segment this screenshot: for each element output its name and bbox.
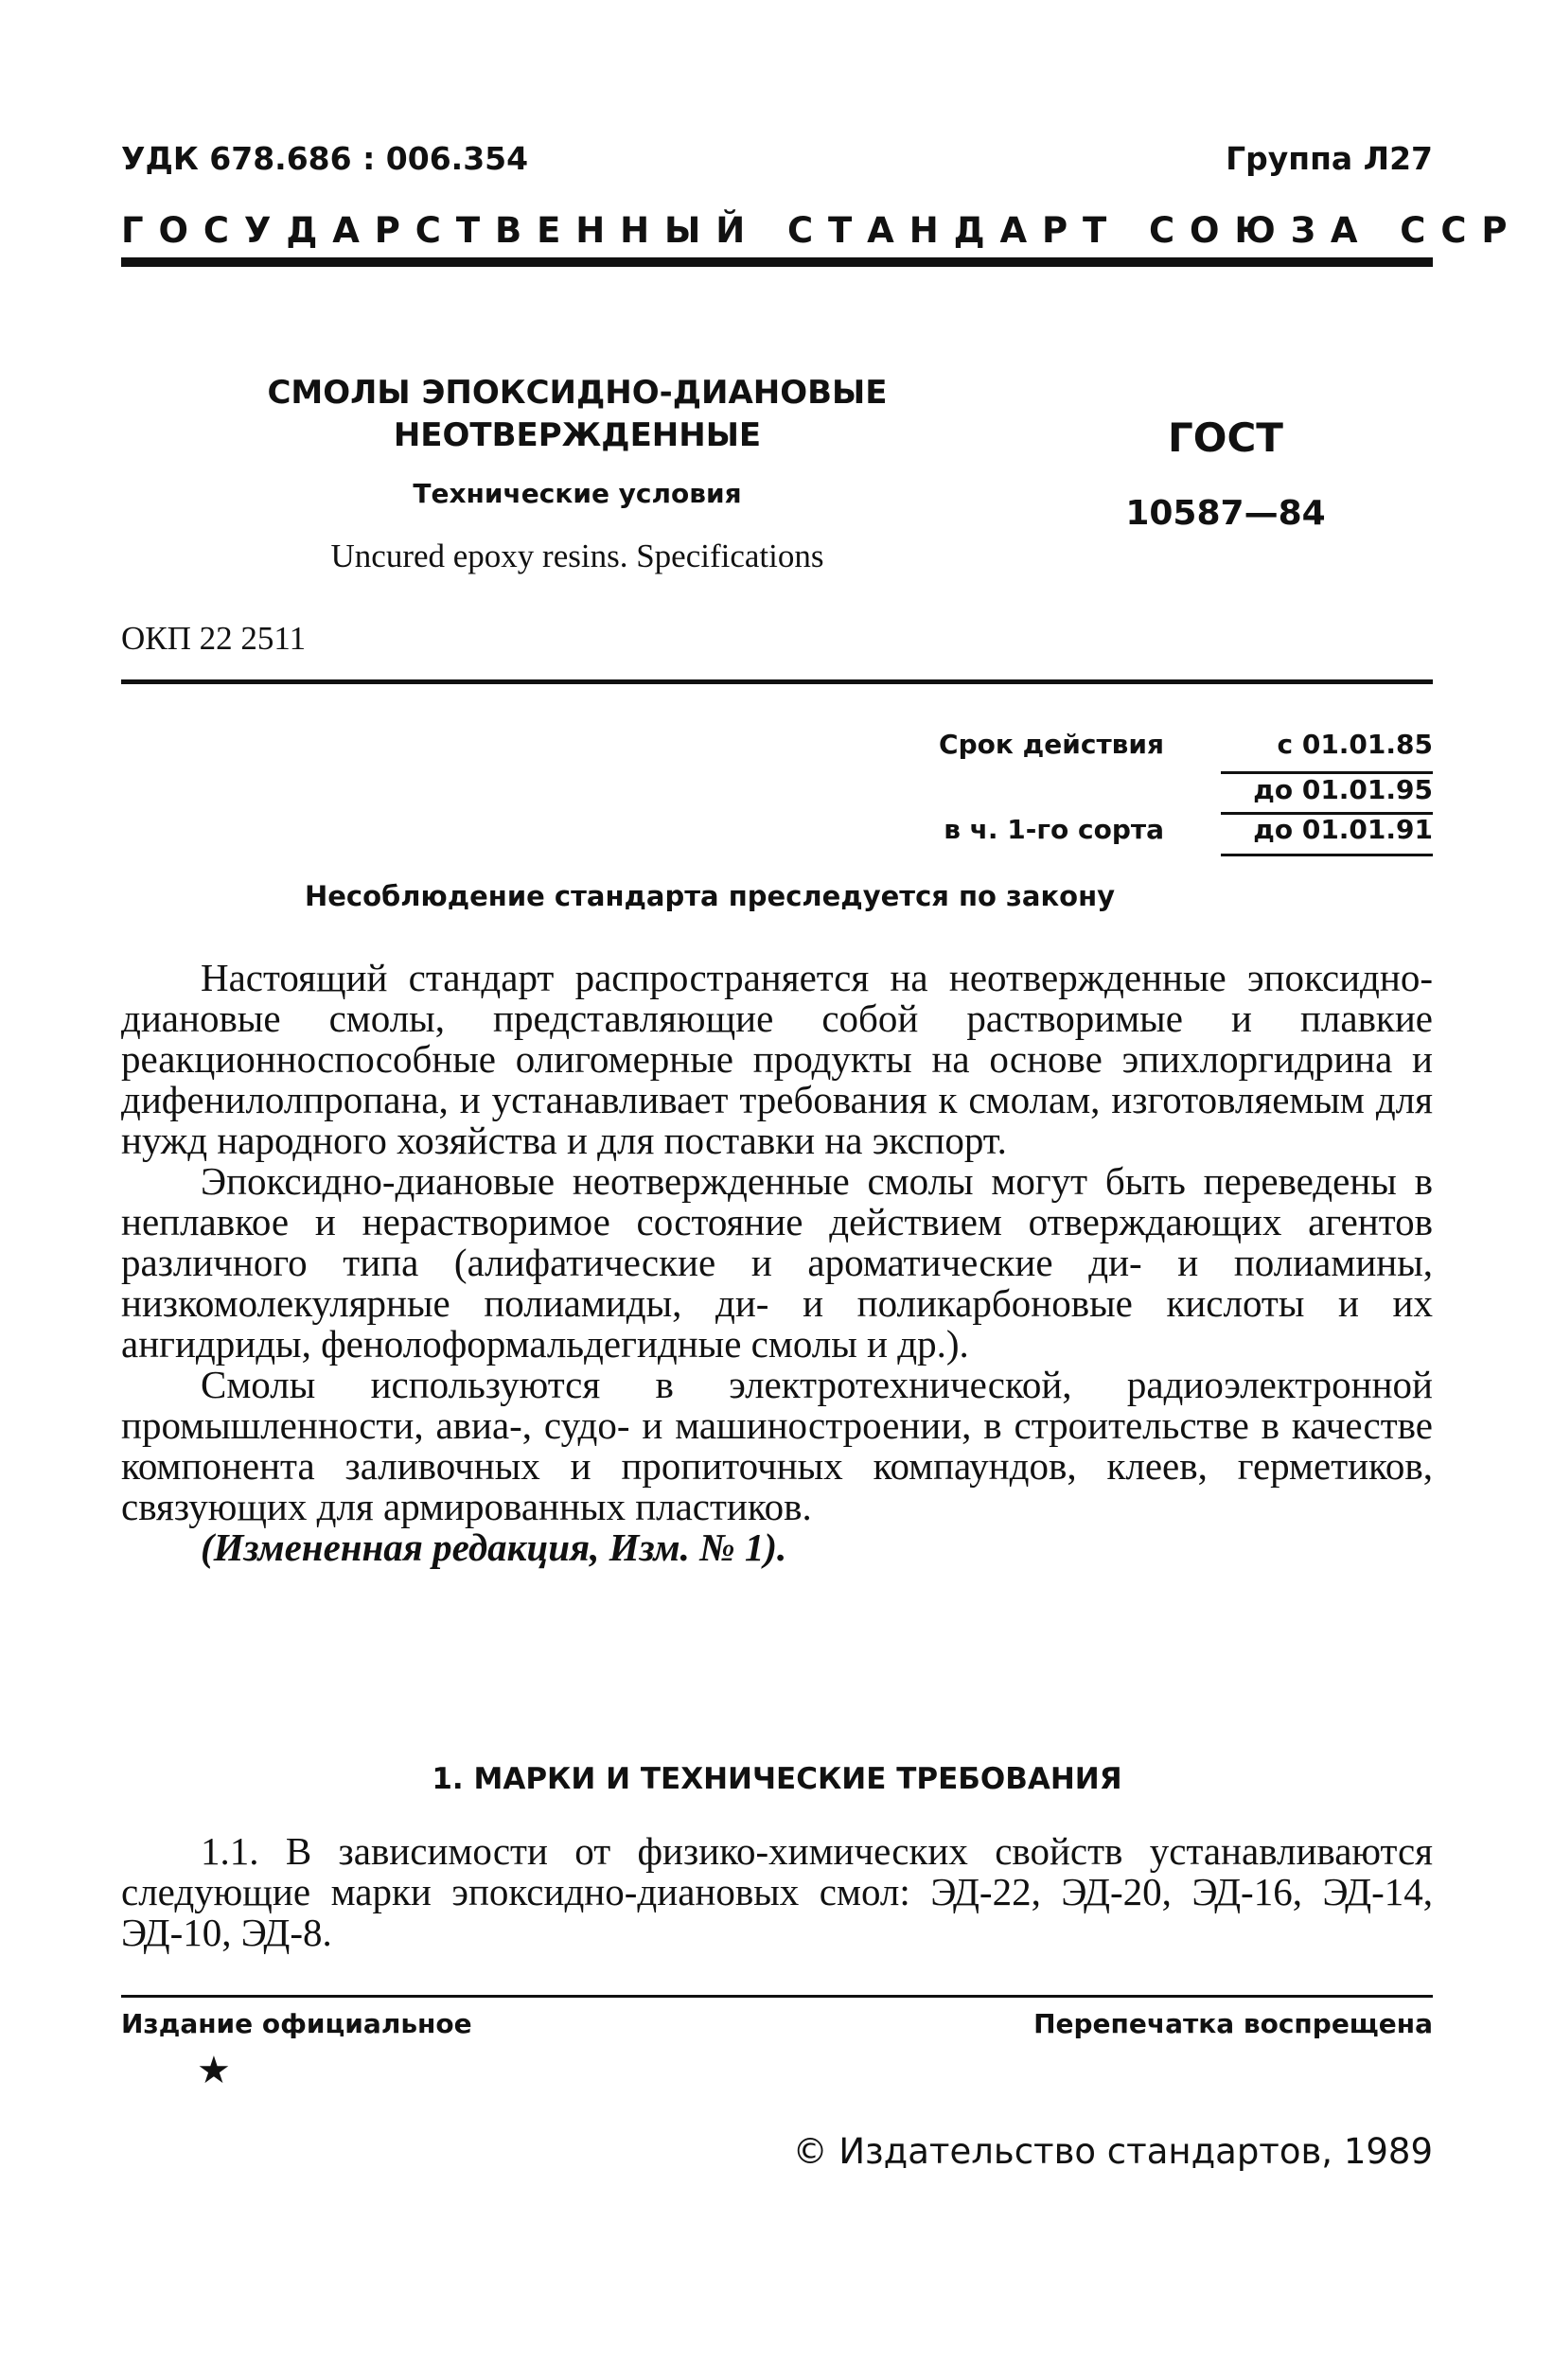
validity-term-label: Срок действия [939, 729, 1164, 760]
title-subtitle: Технические условия [413, 478, 742, 509]
title-line-1: СМОЛЫ ЭПОКСИДНО-ДИАНОВЫЕ [267, 374, 888, 412]
gost-number: 10587—84 [1125, 494, 1326, 533]
copyright: © Издательство стандартов, 1989 [792, 2131, 1433, 2172]
section-body [121, 1831, 1433, 1953]
title-line-2: НЕОТВЕРЖДЕННЫЕ [393, 416, 762, 454]
paragraph-curing: Эпоксидно-диановые неотвержденные смолы могут быть переведены в неплавкое и нерастворимое состояние действием отверждающих агентов различного типа (алифатические и ароматические ди- и полиамины, низкомолекулярные полиамиды, ди- и поликарбоновые кислоты и их ангидриды, фенолоформальдегидные смолы и др.). [121, 1159, 1433, 1366]
reprint-prohibited: Перепечатка воспрещена [1033, 2008, 1433, 2039]
footer-rule [121, 1995, 1433, 1998]
law-notice: Несоблюдение стандарта преследуется по закону [304, 880, 1116, 912]
title-english: Uncured epoxy resins. Specifications [330, 538, 824, 574]
amendment-note: (Измененная редакция, Изм. № 1). [201, 1525, 787, 1569]
star-icon: ★ [197, 2049, 231, 2092]
section-title: 1. МАРКИ И ТЕХНИЧЕСКИЕ ТРЕБОВАНИЯ [432, 1762, 1122, 1796]
validity-from: с 01.01.85 [1277, 729, 1433, 760]
body-text [121, 958, 1433, 1568]
title-rule [121, 679, 1433, 684]
group-code: Группа Л27 [1226, 140, 1433, 177]
paragraph-usage: Смолы используются в электротехнической, радиоэлектронной промышленности, авиа-, судо- и машиностроении, в строительстве в качестве компонента заливочных и пропиточных компаундов, клеев, герметиков, связующих для армированных пластиков. [121, 1363, 1433, 1528]
grade-valid-to: до 01.01.91 [1253, 814, 1433, 845]
header-rule [121, 257, 1433, 267]
paragraph-scope: Настоящий стандарт распространяется на неотвержденные эпоксидно-диановые смолы, представляющие собой растворимые и плавкие реакционноспособные олигомерные продукты на основе эпихлоргидрина и дифенилолпропана, и устанавливает требования к смолам, изготовляемым для нужд народного хозяйства и для поставки на экспорт. [121, 956, 1433, 1162]
official-edition: Издание официальное [121, 2008, 472, 2039]
gost-label: ГОСТ [1168, 414, 1283, 461]
validity-to: до 01.01.95 [1253, 774, 1433, 805]
paragraph-grades: 1.1. В зависимости от физико-химических свойств устанавливаются следующие марки эпоксидно-диановых смол: ЭД-22, ЭД-20, ЭД-16, ЭД-14, ЭД-10, ЭД-8. [121, 1829, 1433, 1954]
state-standard-banner: ГОСУДАРСТВЕННЫЙ СТАНДАРТ СОЮЗА ССР [121, 210, 1523, 251]
grade-label: в ч. 1-го сорта [944, 814, 1164, 845]
validity-rule-3 [1221, 854, 1433, 856]
okp-code: ОКП 22 2511 [121, 620, 307, 657]
udk-code: УДК 678.686 : 006.354 [121, 140, 529, 177]
